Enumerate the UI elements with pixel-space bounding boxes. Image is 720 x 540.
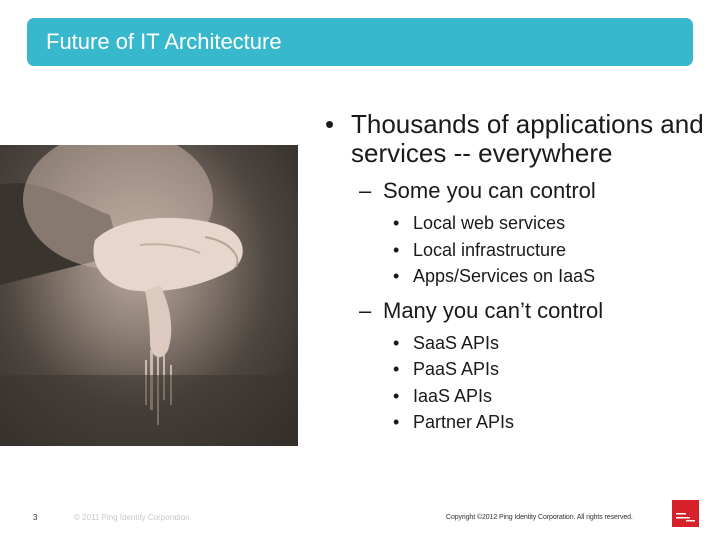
dash-icon: – [359, 297, 372, 323]
bullet-dot-icon: • [393, 213, 400, 233]
bullet-dot-icon: • [393, 239, 400, 260]
list-item: • PaaS APIs [393, 356, 720, 383]
controllable-items [325, 210, 720, 290]
sub-bullet-controllable [359, 178, 720, 204]
list-item: • IaaS APIs [393, 383, 720, 410]
dash-icon: – [359, 178, 372, 203]
title-bar [27, 18, 693, 66]
footer-copyright-faint: © 2011 Ping Identity Corporation [74, 513, 190, 522]
main-bullet-text: Thousands of applications and services -- everywhere [351, 109, 704, 168]
bullet-dot-icon: • [325, 109, 335, 139]
ping-identity-logo [672, 500, 699, 527]
sub-bullet-text: Some you can control [383, 178, 596, 203]
uncontrollable-items [325, 330, 720, 436]
sub-bullet-text: Many you can’t control [383, 297, 604, 323]
footer-copyright: Copyright ©2012 Ping Identity Corporation. All rights reserved. [446, 514, 633, 521]
bullet-dot-icon: • [393, 332, 400, 353]
list-item: • Local infrastructure [393, 237, 720, 264]
list-item: • Apps/Services on IaaS [393, 263, 720, 290]
main-bullet [325, 110, 720, 168]
hand-pouring-sand-photo [0, 145, 298, 446]
list-item: • Partner APIs [393, 409, 720, 436]
list-item: • Local web services [393, 210, 720, 237]
list-item: • SaaS APIs [393, 330, 720, 357]
bullet-dot-icon: • [393, 359, 400, 379]
page-number: 3 [33, 513, 38, 522]
bullet-list [325, 110, 720, 444]
bullet-dot-icon: • [393, 385, 400, 406]
bullet-dot-icon: • [393, 412, 400, 432]
sub-bullet-uncontrollable [359, 298, 720, 324]
slide-title: Future of IT Architecture [46, 29, 282, 54]
bullet-dot-icon: • [393, 266, 400, 286]
